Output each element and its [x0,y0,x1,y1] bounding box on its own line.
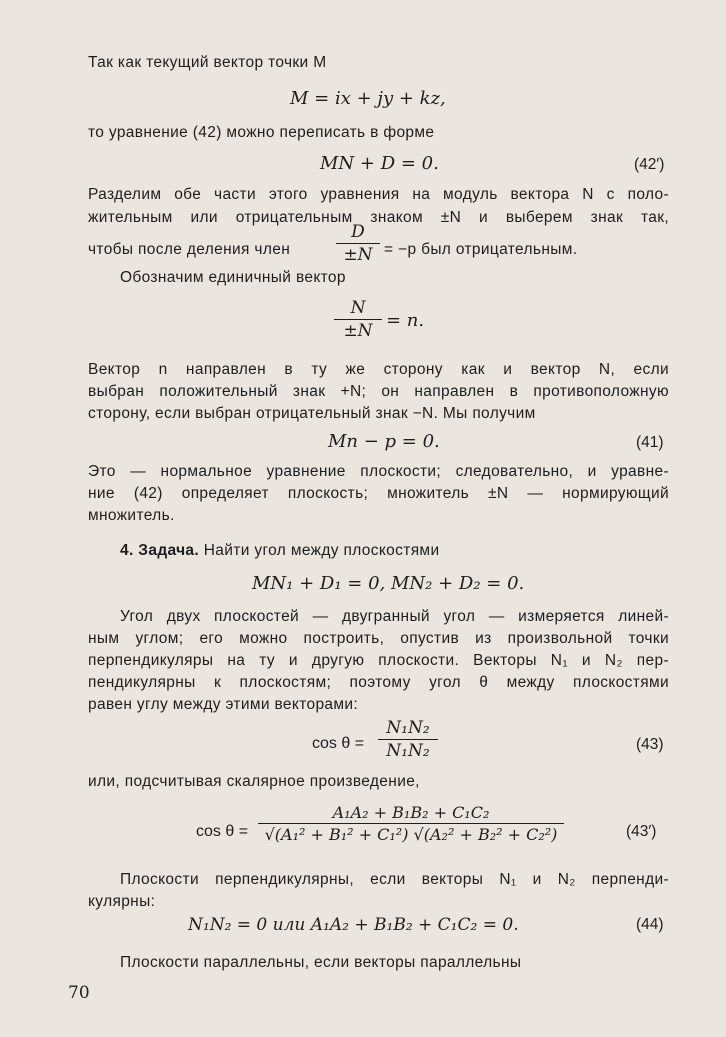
cos-lhs: cos θ = [312,735,365,752]
text-line: сторону, если выбран отрицательный знак −N. Мы получим [88,405,536,422]
equation-number: (43′) [626,823,657,840]
text-line: Плоскости перпендикулярны, если векторы N₁ и N₂ перпенди- [120,871,669,888]
text-line: Разделим обе части этого уравнения на модуль вектора N с поло- [88,186,669,203]
fraction-numerator: N₁N₂ [378,718,438,740]
fraction-numerator: N [334,298,382,320]
text-line: Плоскости параллельны, если векторы параллельны [120,954,522,971]
text-line: ным углом; его можно построить, опустив из произвольной точки [88,630,669,647]
text-line: Угол двух плоскостей — двугранный угол — измеряется линей- [120,608,669,625]
task-text: Найти угол между плоскостями [203,542,440,559]
text-line: кулярны: [88,893,156,910]
text-line: Это — нормальное уравнение плоскости; следовательно, и уравне- [88,463,669,480]
text-line: чтобы после деления член [88,241,291,258]
equation-number: (41) [636,434,664,451]
page-number: 70 [68,983,90,1003]
formula-position-vector: M = ix + jy + kz, [290,88,446,109]
fraction-unit-vector [334,298,382,341]
fraction-cos-theta-expanded [258,803,564,844]
text-line: равен углу между этими векторами: [88,696,359,713]
cos2-lhs: cos θ = [196,823,249,840]
text-line: жительным или отрицательным знаком ±N и выберем знак так, [88,209,669,226]
text-line: Обозначим единичный вектор [120,269,346,286]
fraction-denominator: ±N [343,321,373,341]
formula-41: Mn − p = 0. [328,431,440,452]
equation-number: (42′) [634,156,665,173]
fraction-numerator: D [336,222,380,244]
formula-unit-vector-rhs: = n. [386,310,425,331]
text-line: выбран положительный знак +N; он направлен в противоположную [88,383,669,400]
equation-number: (43) [636,736,664,753]
text-line: Так как текущий вектор точки M [88,54,327,71]
task-label: 4. Задача. [120,542,200,559]
text-line: ние (42) определяет плоскость; множитель ±N — нормирующий [88,485,669,502]
fraction-denominator: √(A₁² + B₁² + C₁²) √(A₂² + B₂² + C₂²) [264,825,558,844]
fraction-d-over-n [336,222,380,265]
formula-planes: MN₁ + D₁ = 0, MN₂ + D₂ = 0. [252,573,525,594]
text-line: Вектор n направлен в ту же сторону как и вектор N, если [88,361,669,378]
text-line: пендикулярны к плоскостям; поэтому угол θ между плоскостями [88,674,669,691]
formula-42-prime: MN + D = 0. [320,153,439,174]
equation-number: (44) [636,916,664,933]
text-line: = −p был отрицательным. [384,241,578,258]
formula-44: N₁N₂ = 0 или A₁A₂ + B₁B₂ + C₁C₂ = 0. [188,915,519,935]
fraction-cos-theta [378,718,438,761]
fraction-denominator: ±N [343,245,373,265]
text-line: то уравнение (42) можно переписать в форме [88,124,435,141]
text-line: перпендикуляры на ту и другую плоскости. Векторы N₁ и N₂ пер- [88,652,669,669]
task-heading [120,542,439,560]
fraction-numerator: A₁A₂ + B₁B₂ + C₁C₂ [258,803,564,824]
fraction-denominator: N₁N₂ [386,741,430,761]
text-line: множитель. [88,507,175,524]
text-line: или, подсчитывая скалярное произведение, [88,773,420,790]
